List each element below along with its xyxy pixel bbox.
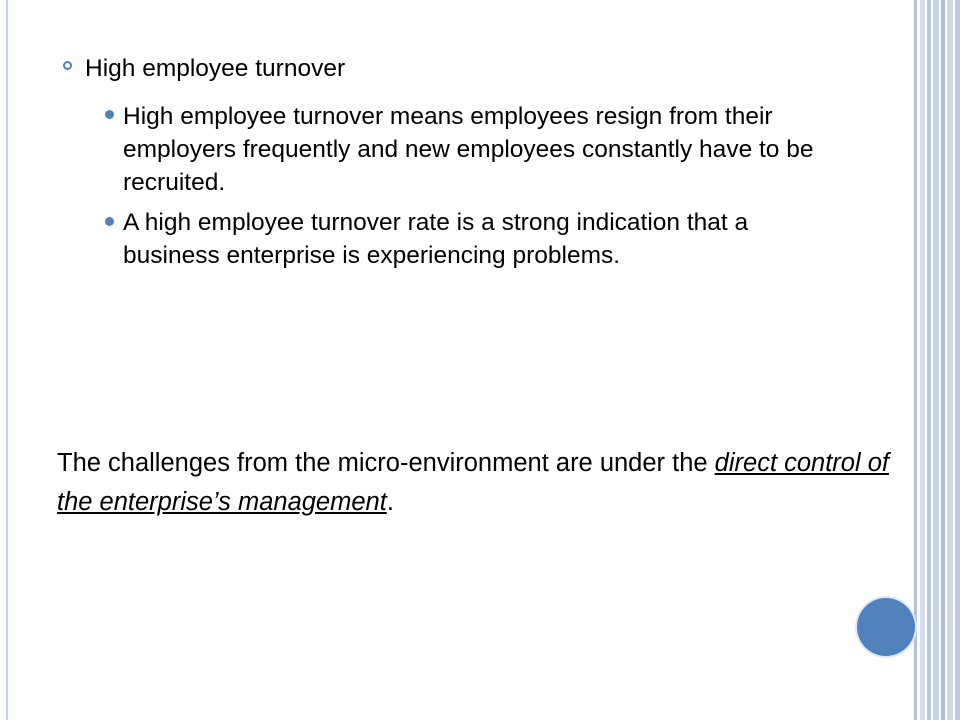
summary-lead: The challenges from the micro-environment are under the — [57, 449, 715, 477]
bullet-text-1: High employee turnover means employees resign from their employers frequently and new employees constantly have to be recruited. — [123, 103, 814, 196]
bullet-dot-icon — [105, 217, 114, 226]
right-border-stripes — [920, 0, 960, 720]
decorative-circle — [857, 598, 915, 656]
ring-bullet-icon — [63, 61, 72, 70]
left-frame-line — [6, 0, 8, 720]
summary-trail: . — [386, 488, 394, 516]
bullet-text-2: A high employee turnover rate is a strong indication that a business enterprise is experiencing problems. — [123, 209, 749, 269]
right-frame-line — [914, 0, 917, 720]
heading-text: High employee turnover — [85, 55, 346, 82]
summary-emphasis: direct control of the enterprise’s management — [57, 449, 890, 516]
summary-statement — [57, 444, 897, 522]
bullet-dot-icon — [105, 110, 114, 119]
